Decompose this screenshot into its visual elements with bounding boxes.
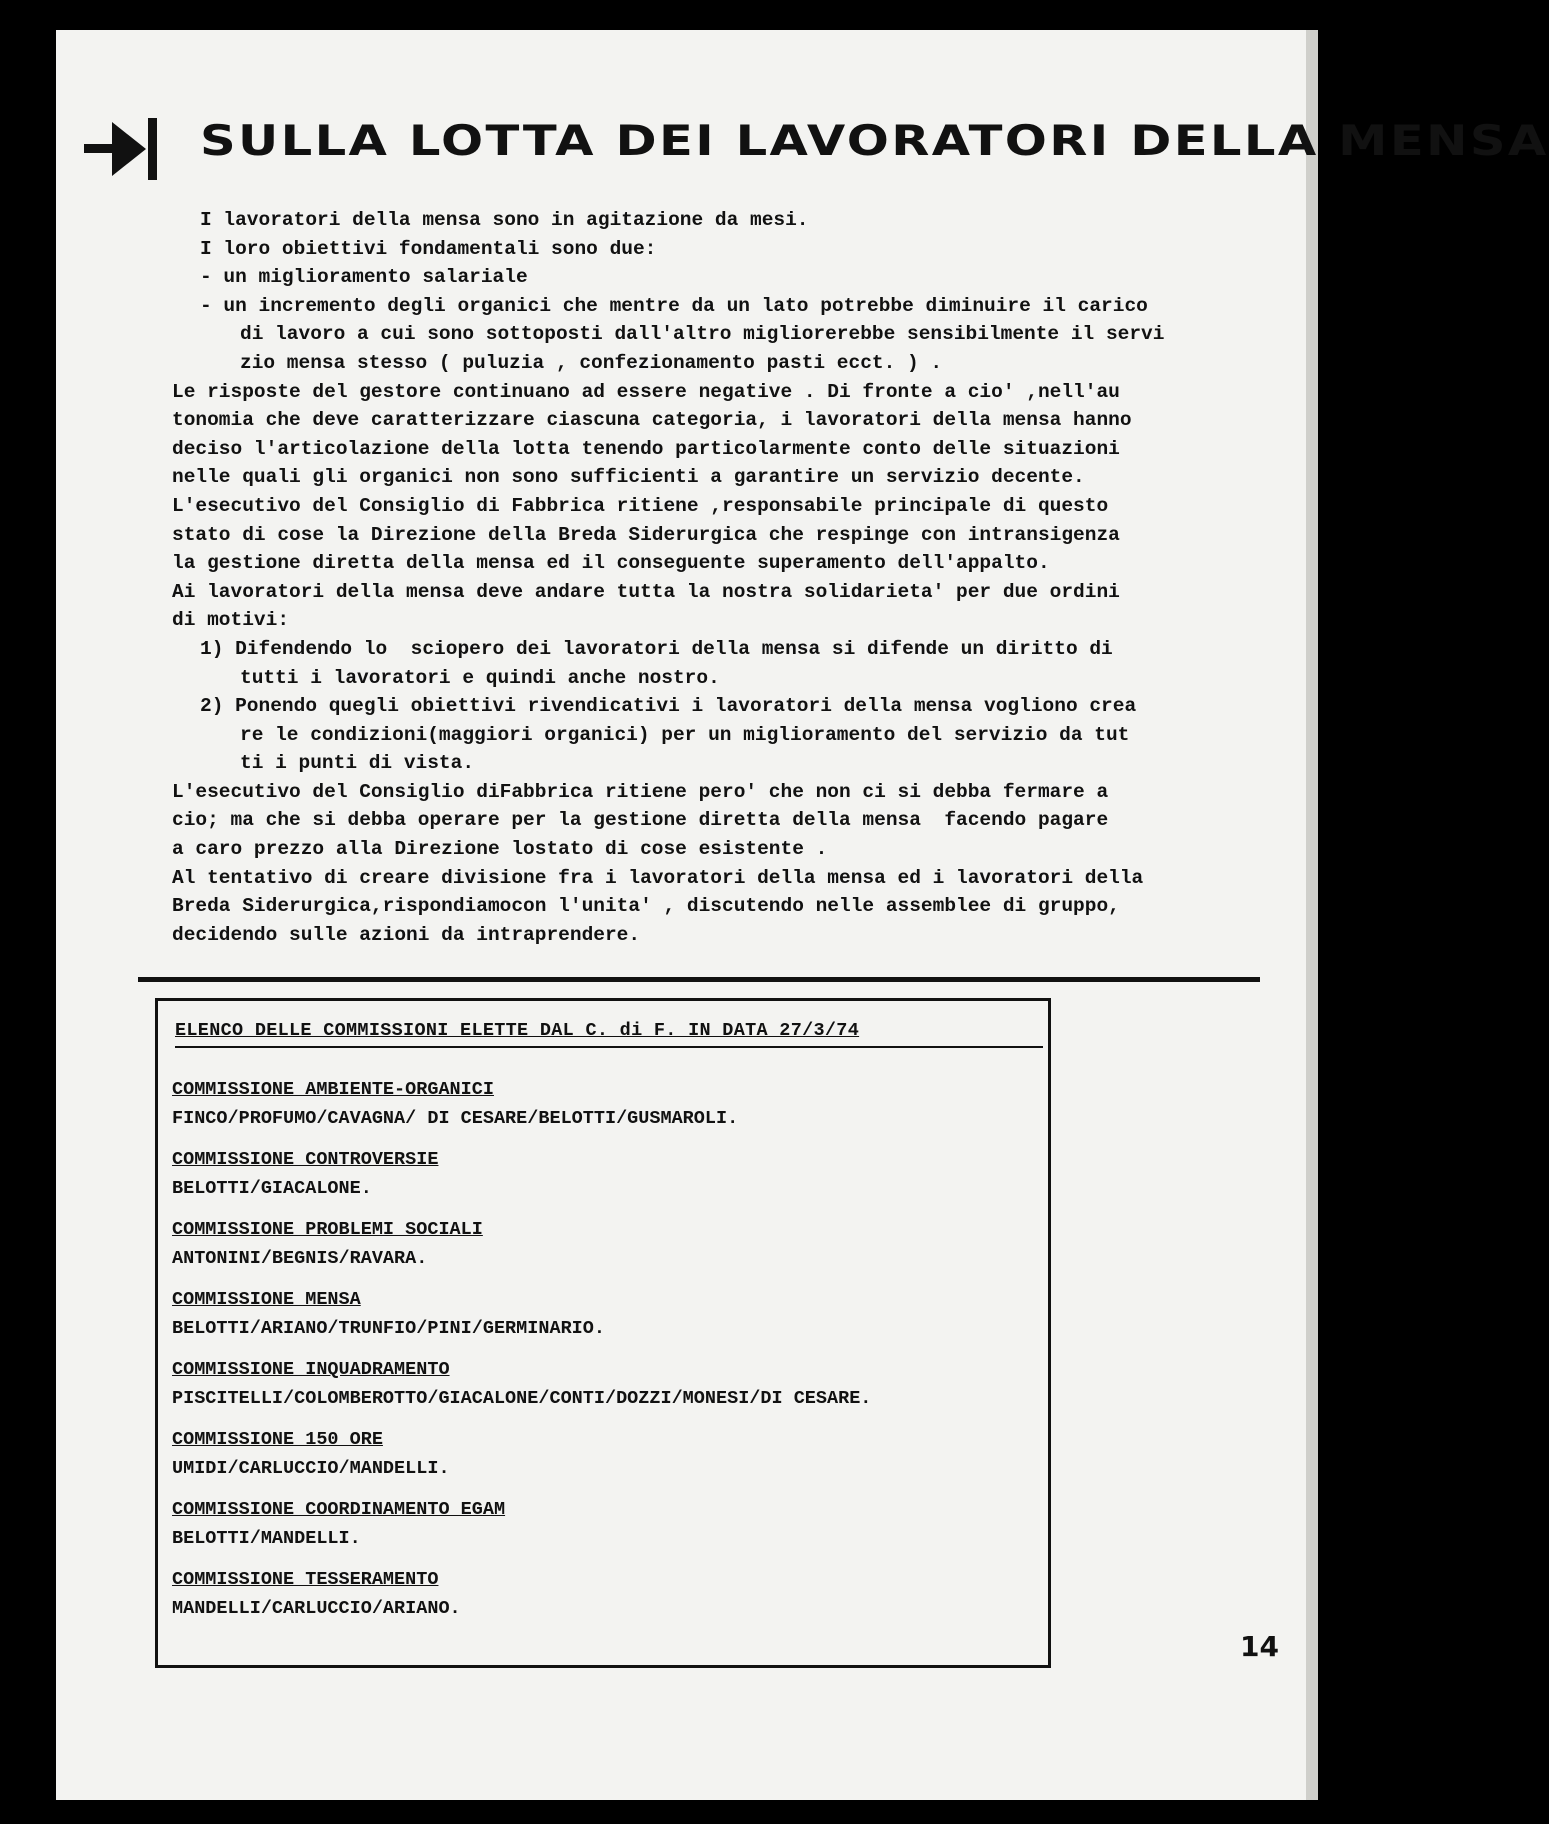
article-line: a caro prezzo alla Direzione lostato di cose esistente . [172, 838, 828, 861]
commissions-title: ELENCO DELLE COMMISSIONI ELETTE DAL C. di F. IN DATA 27/3/74 [175, 1020, 860, 1041]
article-line: cio; ma che si debba operare per la gestione diretta della mensa facendo pagare [172, 809, 1109, 832]
article-line: Breda Siderurgica,rispondiamocon l'unita' , discutendo nelle assemblee di gruppo, [172, 895, 1120, 918]
commission-name: COMMISSIONE PROBLEMI SOCIALI [172, 1219, 483, 1240]
article-line: - un incremento degli organici che mentre da un lato potrebbe diminuire il carico [200, 294, 1148, 317]
article-line: nelle quali gli organici non sono sufficienti a garantire un servizio decente. [172, 466, 1085, 489]
commission-item [172, 1425, 1032, 1495]
commission-item [172, 1075, 1032, 1145]
article-line: tutti i lavoratori e quindi anche nostro. [240, 666, 720, 689]
article-line: I loro obiettivi fondamentali sono due: [200, 237, 657, 260]
article-line: L'esecutivo del Consiglio di Fabbrica ritiene ,responsabile principale di questo [172, 494, 1109, 517]
article-title: SULLA LOTTA DEI LAVORATORI DELLA MENSA [200, 116, 1549, 165]
article-line: L'esecutivo del Consiglio diFabbrica ritiene pero' che non ci si debba fermare a [172, 780, 1109, 803]
article-line: zio mensa stesso ( puluzia , confezionamento pasti ecct. ) . [240, 351, 943, 374]
page-edge [1306, 30, 1318, 1800]
article-line: Ai lavoratori della mensa deve andare tutta la nostra solidarieta' per due ordini [172, 580, 1120, 603]
article-line: re le condizioni(maggiori organici) per un miglioramento del servizio da tut [240, 723, 1130, 746]
article-line: tonomia che deve caratterizzare ciascuna categoria, i lavoratori della mensa hanno [172, 409, 1132, 432]
commission-members: BELOTTI/GIACALONE. [172, 1178, 372, 1199]
commission-item [172, 1355, 1032, 1425]
commission-name: COMMISSIONE COORDINAMENTO EGAM [172, 1499, 506, 1520]
commission-members: UMIDI/CARLUCCIO/MANDELLI. [172, 1458, 450, 1479]
article-header [84, 104, 1549, 194]
commission-item [172, 1215, 1032, 1285]
article-line: di lavoro a cui sono sottoposti dall'altro migliorerebbe sensibilmente il servi [240, 323, 1165, 346]
commission-members: MANDELLI/CARLUCCIO/ARIANO. [172, 1598, 461, 1619]
commission-members: PISCITELLI/COLOMBEROTTO/GIACALONE/CONTI/DOZZI/MONESI/DI CESARE. [172, 1388, 872, 1409]
commission-item [172, 1565, 1032, 1635]
commissions-list [172, 1075, 1032, 1635]
article-line: Le risposte del gestore continuano ad essere negative . Di fronte a cio' ,nell'au [172, 380, 1120, 403]
article-line: I lavoratori della mensa sono in agitazione da mesi. [200, 209, 809, 231]
commission-name: COMMISSIONE 150 ORE [172, 1429, 383, 1450]
commission-name: COMMISSIONE INQUADRAMENTO [172, 1359, 450, 1380]
commission-members: BELOTTI/ARIANO/TRUNFIO/PINI/GERMINARIO. [172, 1318, 605, 1339]
article-line: deciso l'articolazione della lotta tenendo particolarmente conto delle situazioni [172, 437, 1120, 460]
commission-item [172, 1145, 1032, 1215]
article-body [172, 206, 1272, 949]
arrow-icon [84, 114, 174, 184]
commission-members: FINCO/PROFUMO/CAVAGNA/ DI CESARE/BELOTTI/GUSMAROLI. [172, 1108, 739, 1129]
commission-name: COMMISSIONE TESSERAMENTO [172, 1569, 439, 1590]
section-divider [138, 977, 1260, 982]
commission-item [172, 1495, 1032, 1565]
commission-name: COMMISSIONE AMBIENTE-ORGANICI [172, 1079, 494, 1100]
article-line: - un miglioramento salariale [200, 266, 528, 289]
page-number: 14 [1240, 1630, 1279, 1663]
article-line: Al tentativo di creare divisione fra i lavoratori della mensa ed i lavoratori della [172, 866, 1144, 889]
commission-item [172, 1285, 1032, 1355]
commission-members: ANTONINI/BEGNIS/RAVARA. [172, 1248, 428, 1269]
commission-members: BELOTTI/MANDELLI. [172, 1528, 361, 1549]
commissions-inner-border [175, 1046, 1043, 1048]
article-line: stato di cose la Direzione della Breda Siderurgica che respinge con intransigenza [172, 523, 1120, 546]
article-line: 2) Ponendo quegli obiettivi rivendicativi i lavoratori della mensa vogliono crea [200, 695, 1137, 718]
commission-name: COMMISSIONE CONTROVERSIE [172, 1149, 439, 1170]
article-line: ti i punti di vista. [240, 752, 475, 775]
article-line: 1) Difendendo lo sciopero dei lavoratori della mensa si difende un diritto di [200, 637, 1113, 660]
article-line: la gestione diretta della mensa ed il conseguente superamento dell'appalto. [172, 552, 1050, 575]
commission-name: COMMISSIONE MENSA [172, 1289, 361, 1310]
article-line: decidendo sulle azioni da intraprendere. [172, 923, 641, 946]
article-line: di motivi: [172, 609, 290, 632]
